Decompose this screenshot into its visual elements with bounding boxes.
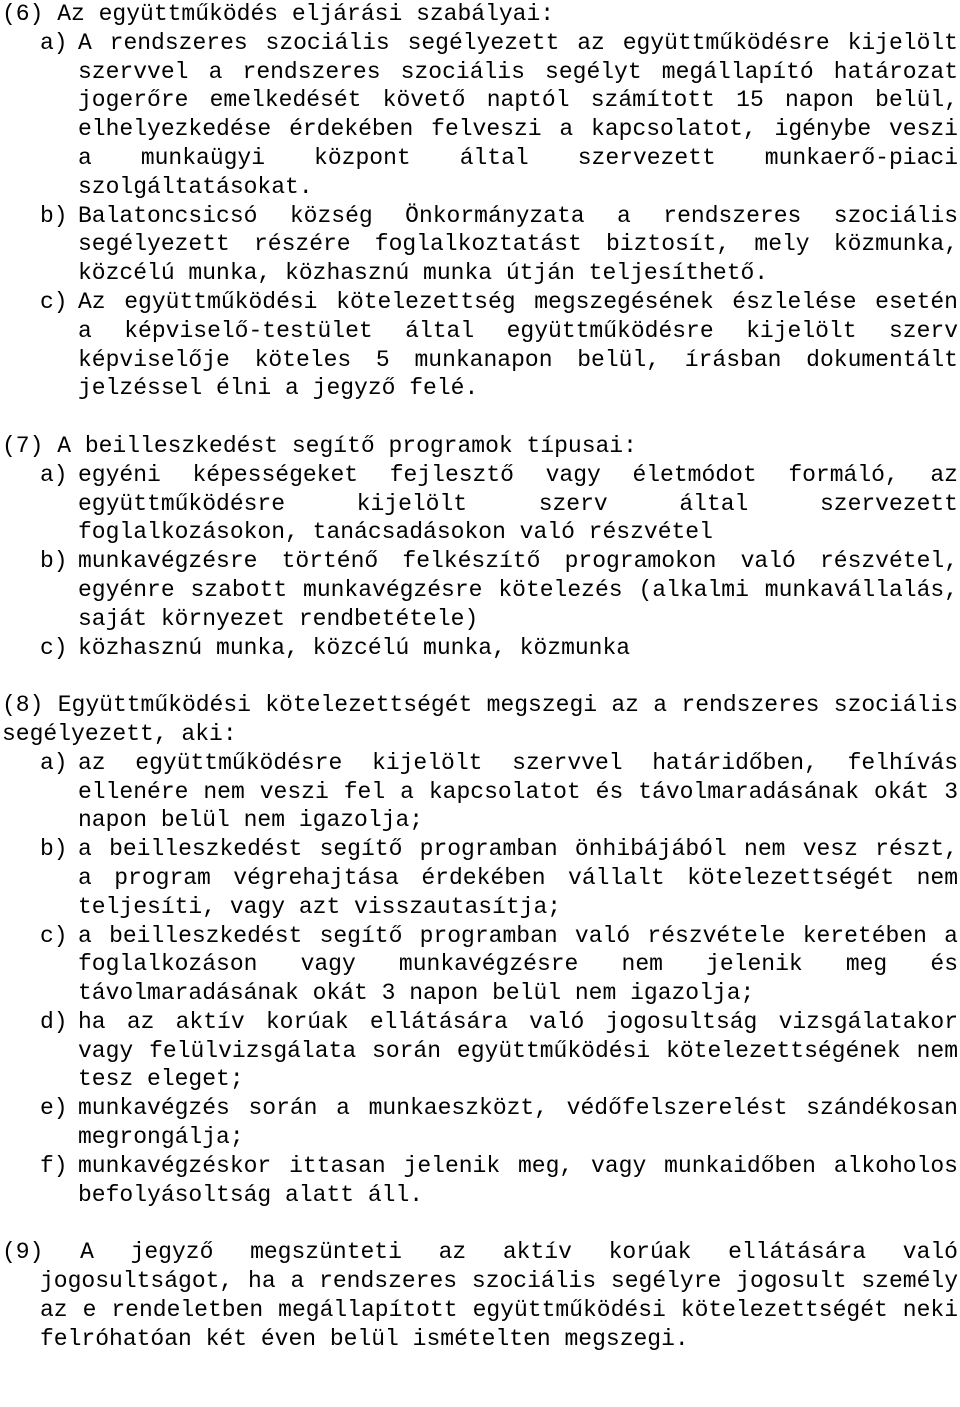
list-item-text: közhasznú munka, közcélú munka, közmunka [78, 634, 631, 661]
list-item-text: munkavégzés során a munkaeszközt, védőfelszerelést szándékosan megrongálja; [78, 1095, 958, 1151]
list-item-text: Balatoncsicsó község Önkormányzata a rendszeres szociális segélyezett részére foglalkoztatást biztosít, mely közmunka, közcélú munka, közhasznú munka útján teljesíthető. [78, 202, 958, 287]
list-item [2, 202, 958, 288]
list-item-text: ha az aktív korúak ellátására való jogosultság vizsgálatakor vagy felülvizsgálata során együttműködési kötelezettségének nem tesz eleget; [78, 1008, 958, 1093]
list-item-text: A rendszeres szociális segélyezett az együttműködésre kijelölt szervvel a rendszeres szociális segélyt megállapító határozat jogerőre emelkedését követő naptól számított 15 napon belül, elhelyezkedése érdekében felveszi a kapcsolatot, igénybe veszi a munkaügyi központ által szervezett munkaerő-piaci szolgáltatásokat. [78, 29, 958, 200]
list-item [2, 1008, 958, 1094]
list-item-label: c) [40, 288, 68, 315]
list-item [2, 749, 958, 835]
list-item-label: b) [40, 836, 68, 863]
section-6 [2, 0, 958, 403]
list-item-label: c) [40, 922, 68, 949]
list-item [2, 922, 958, 1008]
list-item [2, 461, 958, 547]
list-item-label: f) [40, 1152, 68, 1179]
list-item-text: a beilleszkedést segítő programban való részvétele keretében a foglalkozáson vagy munkavégzésre nem jelenik meg és távolmaradásának okát 3 napon belül nem igazolja; [78, 922, 958, 1007]
list-item [2, 547, 958, 633]
list-item [2, 1094, 958, 1152]
list-item [2, 634, 958, 663]
list-item-text: az együttműködésre kijelölt szervvel határidőben, felhívás ellenére nem veszi fel a kapcsolatot és távolmaradásának okát 3 napon belül nem igazolja; [78, 749, 958, 834]
list-item [2, 1152, 958, 1210]
list-item-label: b) [40, 548, 68, 575]
list-item [2, 835, 958, 921]
section-heading: (9) A jegyző megszünteti az aktív korúak ellátására való jogosultságot, ha a rendszeres szociális segélyre jogosult személy az e rendeletben megállapított együttműködési kötelezettségét neki felróhatóan két éven belül ismételten megszegi. [2, 1239, 958, 1352]
list-item-label: a) [40, 29, 68, 56]
section-heading: (8) Együttműködési kötelezettségét megszegi az a rendszeres szociális segélyezett, aki: [2, 692, 958, 747]
list-item-text: a beilleszkedést segítő programban önhibájából nem vesz részt, a program végrehajtása érdekében vállalt kötelezettségét nem teljesíti, vagy azt visszautasítja; [78, 836, 958, 920]
list-item [2, 29, 958, 202]
list-item [2, 288, 958, 403]
list-item-label: e) [40, 1095, 68, 1122]
section-7 [2, 432, 958, 662]
list-item-text: Az együttműködési kötelezettség megszegésének észlelése esetén a képviselő-testület által együttműködésre kijelölt szerv képviselője köteles 5 munkanapon belül, írásban dokumentált jelzéssel élni a jegyző felé. [78, 288, 958, 402]
list-item-text: munkavégzéskor ittasan jelenik meg, vagy munkaidőben alkoholos befolyásoltság alatt áll. [78, 1152, 958, 1208]
list-item-label: d) [40, 1008, 68, 1035]
section-heading: (7) A beilleszkedést segítő programok típusai: [2, 432, 637, 459]
list-item-label: a) [40, 749, 68, 776]
list-item-label: c) [40, 634, 68, 661]
section-9 [2, 1238, 958, 1353]
section-8 [2, 691, 958, 1209]
list-item-label: a) [40, 461, 68, 488]
section-heading: (6) Az együttműködés eljárási szabályai: [2, 1, 555, 27]
list-item-text: munkavégzésre történő felkészítő programokon való részvétel, egyénre szabott munkavégzésre kötelezés (alkalmi munkavállalás, saját környezet rendbetétele) [78, 548, 958, 632]
list-item-label: b) [40, 202, 68, 229]
list-item-text: egyéni képességeket fejlesztő vagy életmódot formáló, az együttműködésre kijelölt szerv által szervezett foglalkozásokon, tanácsadásokon való részvétel [78, 461, 958, 546]
